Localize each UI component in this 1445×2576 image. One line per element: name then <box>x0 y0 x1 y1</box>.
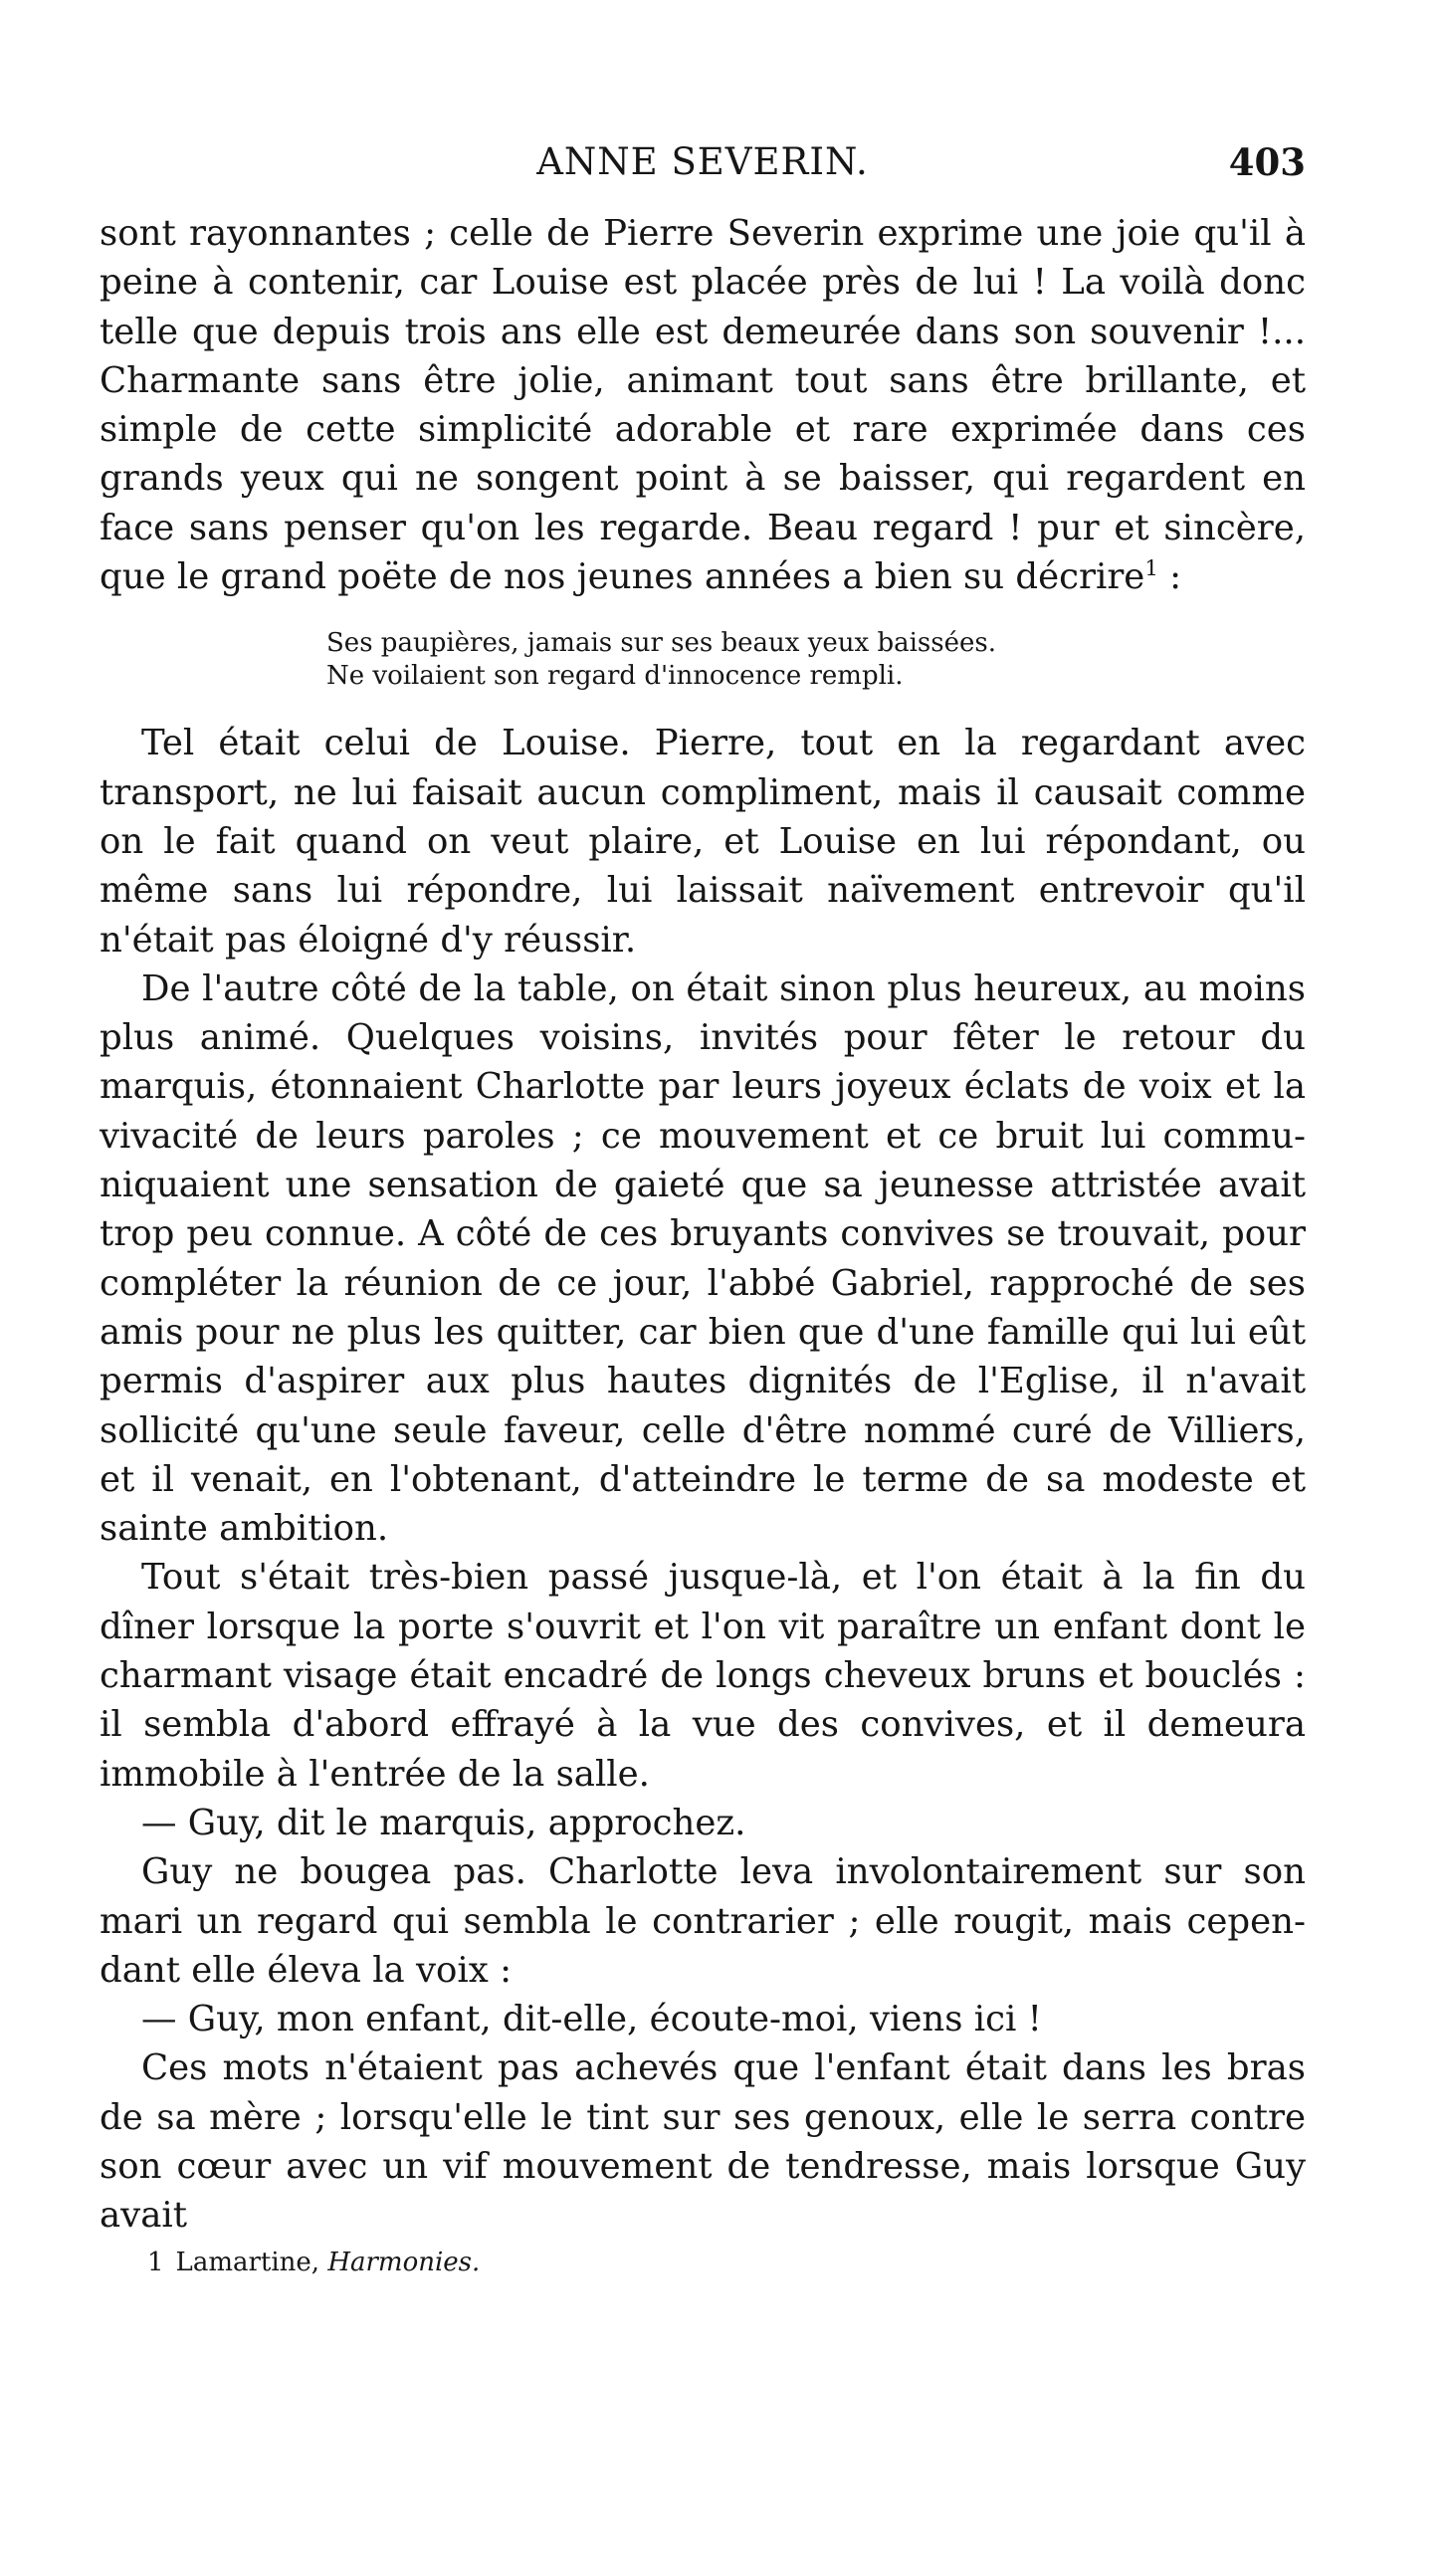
paragraph-4: Tout s'était très-bien passé jusque-là, et l'on était à la fin du dîner lorsque la porte s'ouvrit et l'on vit paraître un enfant dont le charmant visage était encadré de longs cheveux bruns et bouclés : il sembla d'abord effrayé à la vue des convives, et il demeura immobile à l'entrée de la salle. <box>100 1557 1306 1795</box>
paragraph-6: Guy ne bougea pas. Charlotte leva involontairement sur son mari un regard qui sembla le contrarier ; elle rougit, mais cependant elle éleva la voix : <box>100 1851 1306 1991</box>
paragraph-1 <box>100 209 1306 601</box>
running-title: ANNE SEVERIN. <box>536 140 869 183</box>
paragraph-3: De l'autre côté de la table, on était sinon plus heureux, au moins plus animé. Quelques voisins, invités pour fêter le retour du marquis, étonnaient Charlotte par leurs joyeux éclats de voix et la vivacité de leurs paroles ; ce mouvement et ce bruit lui communiquaient une sensation de gaieté que sa jeunesse attristée avait trop peu connue. A côté de ces bruyants convives se trouvait, pour compléter la réunion de ce jour, l'abbé Gabriel, rapproché de ses amis pour ne plus les quitter, car bien que d'une famille qui lui eût permis d'aspirer aux plus hautes dignités de l'Eglise, il n'avait sollicité qu'une seule faveur, celle d'être nommé curé de Villiers, et il venait, en l'obtenant, d'atteindre le terme de sa modeste et sainte ambition. <box>100 967 1306 1550</box>
body-text <box>100 209 1306 2241</box>
footnote <box>147 2245 480 2280</box>
verse-quote <box>100 627 1306 693</box>
footnote-reference: 1 <box>1144 556 1158 582</box>
quote-line-2: Ne voilaient son regard d'innocence rempli. <box>326 661 904 692</box>
page-header <box>100 137 1306 187</box>
quote-line-1: Ses paupières, jamais sur ses beaux yeux baissées. <box>326 628 996 659</box>
paragraph-1-end: : <box>1157 556 1182 598</box>
page-number: 403 <box>1228 140 1306 184</box>
paragraph-1-text: sont rayonnantes ; celle de Pierre Severin exprime une joie qu'il à peine à contenir, car Louise est placée près de lui ! La voilà donc telle que depuis trois ans elle est demeurée dans son souvenir !... Charmante sans être jolie, animant tout sans être brillante, et simple de cette simplicité adorable et rare exprimée dans ces grands yeux qui ne songent point à se baisser, qui regardent en face sans penser qu'on les regarde. Beau regard ! pur et sincère, que le grand poëte de nos jeunes années a bien su décrire <box>100 213 1306 598</box>
footnote-author: Lamartine, <box>175 2248 320 2277</box>
footnote-mark: 1 <box>147 2248 164 2277</box>
paragraph-5: — Guy, dit le marquis, approchez. <box>141 1802 746 1843</box>
paragraph-7: — Guy, mon enfant, dit-elle, écoute-moi, viens ici ! <box>141 1999 1042 2040</box>
footnote-source: Harmonies. <box>327 2248 481 2277</box>
paragraph-8: Ces mots n'étaient pas achevés que l'enfant était dans les bras de sa mère ; lorsqu'elle le tint sur ses genoux, elle le serra contre son cœur avec un vif mouvement de tendresse, mais lorsque Guy avait <box>100 2047 1306 2237</box>
paragraph-2: Tel était celui de Louise. Pierre, tout en la regardant avec transport, ne lui faisait aucun compliment, mais il causait comme on le fait quand on veut plaire, et Louise en lui répondant, ou même sans lui répondre, lui laissait naïvement entrevoir qu'il n'était pas éloigné d'y réussir. <box>100 723 1306 961</box>
